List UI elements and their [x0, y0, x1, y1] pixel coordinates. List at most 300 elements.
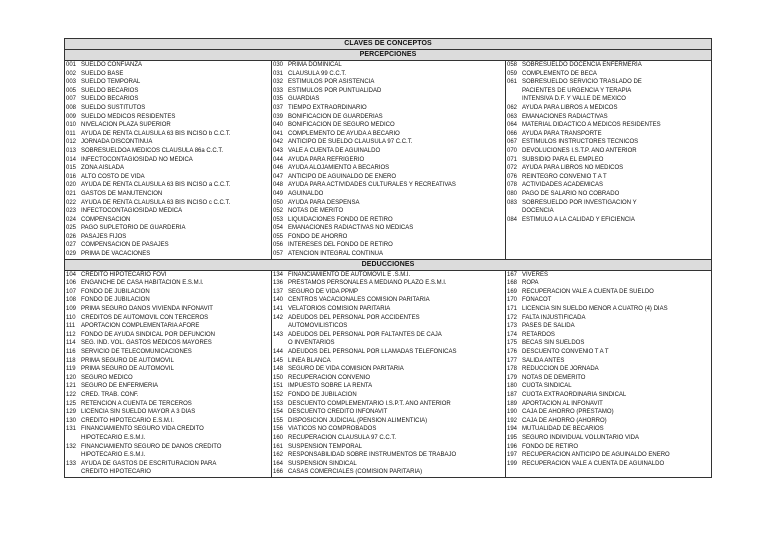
concept-name: SOBRESUELDOA MÉDICOS CLÁUSULA 86a C.C.T.	[81, 147, 224, 154]
concept-name: SOBRESUELDO SERVICIO TRASLADO DE	[522, 79, 642, 86]
concept-row	[272, 288, 505, 297]
concept-row	[506, 104, 711, 113]
concept-name: FINANCIAMIENTO DE AUTOMOVIL E .S.M.I.	[288, 271, 411, 278]
concept-code: 010	[66, 122, 77, 129]
concept-code: 062	[507, 104, 518, 111]
concept-code: 015	[66, 165, 77, 172]
concept-code: 125	[66, 400, 77, 407]
concept-code	[272, 339, 288, 348]
concept-code: 140	[273, 297, 284, 304]
concept-row	[65, 434, 271, 443]
concept-code: 061	[507, 79, 518, 86]
concept-row	[65, 322, 271, 331]
concept-code	[272, 322, 288, 331]
section-grid	[65, 271, 711, 477]
concept-name: INTENSIVA D.F. Y VALLE DE MÉXICO	[522, 96, 626, 103]
concept-name: CLAUSULA 99 C.C.T.	[288, 70, 347, 77]
concept-code: 063	[507, 113, 518, 120]
concept-code: 009	[66, 113, 77, 120]
concept-code: 197	[507, 452, 518, 459]
concept-row	[272, 460, 505, 469]
concept-name: NIVELACIÓN PLAZA SUPERIOR	[81, 122, 171, 129]
concept-row	[506, 374, 711, 383]
concept-name: COMPENSACIÓN DE PASAJES	[81, 242, 169, 249]
concept-code: 035	[273, 96, 284, 103]
concept-row	[65, 365, 271, 374]
concept-name: RETENCIÓN A CUENTA DE TERCEROS	[81, 400, 192, 407]
concept-code: 020	[66, 182, 77, 189]
concept-row	[506, 408, 711, 417]
concept-column-2	[272, 271, 506, 477]
concept-name: CAJA DE AHORRO (PRÉSTAMO)	[522, 409, 614, 416]
concept-name: AYUDA DE RENTA CLAUSULA 63 BIS INCISO b C.C.T.	[81, 130, 231, 137]
concept-row	[272, 451, 505, 460]
concept-row	[272, 365, 505, 374]
concept-name: SUELDO BASE	[81, 70, 124, 77]
concept-name: NOTAS DE MÉRITO	[288, 208, 344, 215]
concept-code: 119	[66, 366, 76, 373]
concept-name: MATERIAL DIDACTICO A MÉDICOS RESIDENTES	[522, 122, 661, 129]
concept-row	[272, 216, 505, 225]
concept-row	[506, 382, 711, 391]
concept-code: 066	[507, 130, 518, 137]
concept-code: 129	[66, 409, 77, 416]
concept-code: 057	[273, 251, 284, 258]
concept-name: SUSPENSION TEMPORAL	[288, 443, 362, 450]
concept-row	[272, 434, 505, 443]
concept-code: 199	[507, 460, 518, 467]
concept-row	[506, 400, 711, 409]
concept-code: 110	[66, 314, 76, 321]
concept-code: 131	[66, 426, 77, 433]
concept-row	[65, 468, 271, 477]
concept-code: 174	[507, 331, 518, 338]
concept-row	[272, 87, 505, 96]
concept-name: GASTOS DE MANUTENCION	[81, 190, 163, 197]
concept-row	[506, 279, 711, 288]
concept-row	[272, 408, 505, 417]
concept-row	[65, 314, 271, 323]
concept-name: SEGURO DE VIDA COMISIÓN PARITARIA	[288, 366, 404, 373]
concept-name: SEGURO DE ENFERMERIA	[81, 383, 159, 390]
concept-code: 041	[273, 130, 284, 137]
concept-row	[65, 417, 271, 426]
concept-name: SUELDO SUSTITUTOS	[81, 104, 146, 111]
concept-code: 031	[273, 70, 284, 77]
concept-code: 040	[273, 122, 284, 129]
concept-row	[65, 113, 271, 122]
concept-name: FONDO DE RETIRO	[522, 443, 579, 450]
concept-row	[65, 78, 271, 87]
concept-code: 170	[507, 297, 518, 304]
concept-row	[506, 190, 711, 199]
concept-name: SUELDO BECARIOS	[81, 96, 139, 103]
concept-code: 050	[273, 199, 284, 206]
concept-name: HIPOTECARIO E.S.M.I.	[81, 434, 146, 441]
concept-name: INTERESES DEL FONDO DE RETIRO	[288, 242, 393, 249]
concept-code: 161	[273, 443, 284, 450]
concept-row	[506, 451, 711, 460]
concept-code: 153	[273, 400, 284, 407]
concept-row	[65, 104, 271, 113]
concept-row	[272, 233, 505, 242]
concept-row	[506, 314, 711, 323]
concept-code: 024	[66, 216, 77, 223]
concept-name: SUSPENSION SINDICAL	[288, 460, 357, 467]
concept-code: 196	[507, 443, 518, 450]
concept-code: 173	[507, 323, 518, 330]
concept-row	[506, 305, 711, 314]
concept-column-3	[506, 61, 711, 259]
concept-name: RETARDOS	[522, 331, 555, 338]
concept-name: SEGURO INDIVIDUAL VOLUNTARIO VIDA	[522, 434, 640, 441]
concept-code: 008	[66, 104, 77, 111]
concept-row	[272, 391, 505, 400]
concept-row	[272, 173, 505, 182]
concept-code: 083	[507, 199, 518, 206]
concept-name: AYUDA PARA ACTIVIDADES CULTURALES Y RECREATIVAS	[288, 182, 456, 189]
concept-code: 053	[273, 216, 284, 223]
concept-name: PRIMA SEGURO DE AUTOMOVIL	[81, 357, 174, 364]
concept-row	[272, 207, 505, 216]
concept-name: DOCENCIA	[522, 208, 554, 215]
concept-name: RESPONSABILIDAD SOBRE INSTRUMENTOS DE TRABAJO	[288, 452, 457, 459]
concept-code: 160	[273, 434, 284, 441]
concept-name: AYUDA PARA REFRIGERIO	[288, 156, 365, 163]
concept-row	[506, 296, 711, 305]
concept-row	[506, 216, 711, 225]
concept-row	[272, 199, 505, 208]
concept-code: 194	[507, 426, 518, 433]
concept-code: 039	[273, 113, 284, 120]
concept-name: PRIMA SEGURO DAÑOS VIVIENDA INFONAVIT	[81, 306, 213, 313]
concept-code: 166	[273, 469, 284, 476]
concept-row	[272, 348, 505, 357]
concept-name: DESCUENTO COMPLEMENTARIO I.S.P.T. AÑO ANTERIOR	[288, 400, 451, 407]
concept-row	[65, 348, 271, 357]
concept-row	[272, 305, 505, 314]
concept-row	[506, 113, 711, 122]
concept-row	[506, 164, 711, 173]
concept-code: 150	[273, 374, 284, 381]
concept-name: COMPLEMENTO DE AYUDA A BECARIO	[288, 130, 400, 137]
concept-row	[65, 130, 271, 139]
concept-name: BONIFICACIÓN DE GUARDERIAS	[288, 113, 383, 120]
concept-column-2	[272, 61, 506, 259]
concept-name: PAGO DE SALARIO NO COBRADO	[522, 190, 620, 197]
concept-name: GUARDIAS	[288, 96, 320, 103]
concept-code: 120	[66, 374, 77, 381]
concept-code: 013	[66, 147, 77, 154]
concept-code: 005	[66, 87, 77, 94]
concept-row	[272, 250, 505, 259]
concept-code: 167	[507, 271, 518, 278]
concept-code: 162	[273, 452, 284, 459]
concept-code: 137	[273, 288, 284, 295]
concept-row	[65, 70, 271, 79]
concept-code: 029	[66, 251, 77, 258]
concept-row	[65, 164, 271, 173]
concept-name: APORTACIÓN COMPLEMENTARIA AFORE	[81, 323, 200, 330]
concept-code: 145	[273, 357, 284, 364]
concept-name: AYUDA PARA DESPENSA	[288, 199, 360, 206]
concept-code: 027	[66, 242, 77, 249]
concept-name: SUELDO MÉDICOS RESIDENTES	[81, 113, 176, 120]
concept-code: 122	[66, 391, 77, 398]
concept-name: COMPENSACIÓN	[81, 216, 131, 223]
concept-name: ENGANCHE DE CASA HABITACIÓN E.S.M.I.	[81, 280, 204, 287]
concept-code	[506, 207, 522, 216]
concept-row	[272, 113, 505, 122]
concept-row	[65, 199, 271, 208]
concept-name: AGUINALDO	[288, 190, 324, 197]
concept-row	[506, 417, 711, 426]
concept-row	[506, 365, 711, 374]
concept-code: 172	[507, 314, 518, 321]
concept-name: FONDO DE JUBILACIÓN	[81, 297, 150, 304]
concept-code: 151	[273, 383, 284, 390]
concept-name: FALTA INJUSTIFICADA	[522, 314, 586, 321]
concept-name: AYUDA DE RENTA CLAUSULA 63 BIS INCISO c C.C.T.	[81, 199, 231, 206]
concept-name: ROPA	[522, 280, 539, 287]
concept-row	[272, 147, 505, 156]
concept-row	[65, 400, 271, 409]
concept-name: NOTAS DE DEMÉRITO	[522, 374, 586, 381]
concept-name: AYUDA ALOJAMIENTO A BECARIOS	[288, 165, 390, 172]
concept-name: SALIDA ANTES	[522, 357, 565, 364]
concept-row	[65, 271, 271, 280]
concept-row	[65, 216, 271, 225]
concept-code: 084	[507, 216, 518, 223]
concept-name: PASAJES FIJOS	[81, 233, 127, 240]
concept-name: RECUPERACION ANTICIPO DE AGUINALDO ENERO	[522, 452, 670, 459]
concept-row	[272, 468, 505, 477]
concept-code: 175	[507, 340, 518, 347]
concept-code: 189	[507, 400, 518, 407]
concept-row	[65, 443, 271, 452]
concept-code	[506, 87, 522, 96]
concept-code: 048	[273, 182, 284, 189]
concept-code: 043	[273, 147, 284, 154]
concept-code: 072	[507, 165, 518, 172]
concept-code: 023	[66, 208, 77, 215]
concept-name: PASES DE SALIDA	[522, 323, 575, 330]
concept-name: CENTROS VACACIONALES COMISION PARITARIA	[288, 297, 430, 304]
concept-name: LINEA BLANCA	[288, 357, 331, 364]
concept-row	[272, 130, 505, 139]
concept-row	[506, 130, 711, 139]
concept-row	[65, 156, 271, 165]
concept-name: EMANACIONES RADIACTIVAS NO MÉDICAS	[288, 225, 414, 232]
concept-name: REINTEGRO CONVENIO T A T	[522, 173, 607, 180]
concept-code: 190	[507, 409, 518, 416]
concept-row	[506, 357, 711, 366]
concept-name: RECUPERACION VALE A CUENTA DE AGUINALDO	[522, 460, 665, 467]
concept-row	[272, 296, 505, 305]
concept-code: 141	[273, 306, 284, 313]
concept-row	[65, 408, 271, 417]
concept-row	[506, 288, 711, 297]
concept-code: 059	[507, 70, 518, 77]
concept-row	[506, 121, 711, 130]
concept-row	[65, 233, 271, 242]
concept-code: 109	[66, 306, 77, 313]
concept-row	[506, 147, 711, 156]
concept-name: HIPOTECARIO E.S.M.I.	[81, 452, 146, 459]
concept-name: AUTOMOVILISTICOS	[288, 323, 348, 330]
concept-name: PRIMA DOMINICAL	[288, 62, 342, 68]
concept-code: 032	[273, 79, 284, 86]
concept-row	[65, 382, 271, 391]
concept-code: 076	[507, 173, 518, 180]
concept-code: 052	[273, 208, 284, 215]
concept-name: PACIENTES DE URGENCIA Y TERAPIA	[522, 87, 632, 94]
concept-name: O INVENTARIOS	[288, 340, 335, 347]
concept-name: INFECTOCONTAGIOSIDAD NO MÉDICA	[81, 156, 193, 163]
concept-name: FONDO DE AHORRO	[288, 233, 348, 240]
concept-code: 107	[66, 288, 77, 295]
concept-row	[506, 78, 711, 87]
concept-row	[506, 70, 711, 79]
concept-row	[506, 87, 711, 96]
concept-name: SOBRESUELDO DOCENCIA ENFERMERÍA	[522, 62, 642, 68]
concept-name: DISPOSICION JUDICIAL (PENSION ALIMENTICIA)	[288, 417, 428, 424]
concept-row	[506, 95, 711, 104]
concept-row	[65, 121, 271, 130]
concept-row	[272, 417, 505, 426]
concept-row	[272, 104, 505, 113]
concept-code: 114	[66, 340, 76, 347]
concept-row	[272, 322, 505, 331]
concept-code: 037	[273, 104, 284, 111]
concept-name: COMPLEMENTO DE BECA	[522, 70, 597, 77]
concept-code: 148	[273, 366, 284, 373]
concept-row	[272, 121, 505, 130]
concept-code: 033	[273, 87, 284, 94]
concept-code: 118	[66, 357, 76, 364]
concept-code: 192	[507, 417, 518, 424]
concept-name: ADEUDOS DEL PERSONAL POR FALTANTES DE CAJA	[288, 331, 442, 338]
concept-name: AYUDA DE GASTOS DE ESCRITURACION PARA	[81, 460, 217, 467]
concept-row	[272, 181, 505, 190]
concept-row	[272, 271, 505, 280]
concept-code: 054	[273, 225, 284, 232]
concept-name: CRÉDITO HIPOTECARIO FOVI	[81, 271, 167, 278]
concept-row	[506, 331, 711, 340]
concept-code: 025	[66, 225, 77, 232]
concept-row	[506, 207, 711, 216]
concept-column-1	[65, 61, 272, 259]
concept-code: 121	[66, 383, 77, 390]
concept-name: SUELDO BECARIOS	[81, 87, 139, 94]
concept-name: ESTÍMULO A LA CALIDAD Y EFICIENCIA	[522, 216, 635, 223]
concept-column-3	[506, 271, 711, 477]
concept-name: CRÉDITOS DE AUTOMÓVIL CON TERCEROS	[81, 314, 209, 321]
concept-code: 195	[507, 434, 518, 441]
concept-name: DEVOLUCIONES I.S.T.P. AÑO ANTERIOR	[522, 147, 637, 154]
concept-code: 071	[507, 156, 518, 163]
concept-row	[506, 322, 711, 331]
concept-code: 014	[66, 156, 77, 163]
concept-code	[65, 434, 81, 443]
concept-code: 177	[507, 357, 518, 364]
concept-name: CUOTA EXTRAORDINARIA SINDICAL	[522, 391, 627, 398]
concept-row	[272, 331, 505, 340]
concept-code: 047	[273, 173, 284, 180]
concept-code: 001	[66, 62, 77, 68]
concept-code: 046	[273, 165, 284, 172]
concept-name: INFECTOCONTAGIOSIDAD MÉDICA	[81, 208, 183, 215]
concept-code: 104	[66, 271, 77, 278]
concept-name: CRÉDITO HIPOTECARIO	[81, 469, 151, 476]
concept-code: 002	[66, 70, 77, 77]
concept-code: 058	[507, 62, 518, 68]
concept-name: RECUPERACION CLAUSULA 97 C.C.T.	[288, 434, 397, 441]
concept-name: FONACOT	[522, 297, 552, 304]
concept-row	[506, 348, 711, 357]
concept-row	[506, 61, 711, 70]
section-grid	[65, 61, 711, 260]
concept-row	[506, 181, 711, 190]
concept-name: ACTIVIDADES ACADEMICAS	[522, 182, 604, 189]
concept-row	[272, 156, 505, 165]
concept-code: 130	[66, 417, 77, 424]
concept-name: CRÉDITO HIPOTECARIO E.S.M.I.	[81, 417, 174, 424]
concept-name: PRÉSTAMOS PERSONALES A MEDIANO PLAZO E.S.M.I.	[288, 280, 447, 287]
concept-row	[65, 279, 271, 288]
concept-row	[65, 339, 271, 348]
concept-name: ATENCIÓN INTEGRAL CONTINUA	[288, 251, 384, 258]
concept-code: 064	[507, 122, 518, 129]
concept-row	[506, 271, 711, 280]
concept-row	[272, 70, 505, 79]
concept-name: ESTÍMULOS POR ASISTENCIA	[288, 79, 375, 86]
concept-row	[272, 164, 505, 173]
concept-row	[272, 425, 505, 434]
sheet-title: CLAVES DE CONCEPTOS	[65, 39, 711, 50]
concept-row	[65, 288, 271, 297]
concept-code: 155	[273, 417, 284, 424]
concept-code	[65, 451, 81, 460]
concept-name: JORNADA DISCONTINUA	[81, 139, 153, 146]
concept-name: ESTÍMULOS INSTRUCTORES TÉCNICOS	[522, 139, 639, 146]
concept-row	[65, 296, 271, 305]
concept-name: TIEMPO EXTRAORDINARIO	[288, 104, 367, 111]
concept-row	[65, 451, 271, 460]
concept-name: CRED. TRAB. CONF.	[81, 391, 139, 398]
concept-row	[272, 339, 505, 348]
concept-code: 111	[66, 323, 76, 330]
concept-code: 136	[273, 280, 284, 287]
concept-row	[65, 95, 271, 104]
concept-code	[506, 95, 522, 104]
concept-name: LIQUIDACIONES FONDO DE RETIRO	[288, 216, 393, 223]
concept-row	[272, 374, 505, 383]
concept-row	[65, 61, 271, 70]
concept-name: SEG. IND. VOL. GASTOS MÉDICOS MAYORES	[81, 340, 212, 347]
concept-row	[65, 250, 271, 259]
concept-row	[65, 173, 271, 182]
concept-code: 078	[507, 182, 518, 189]
concept-name: AYUDA DE RENTA CLAUSULA 63 BIS INCISO a C.C.T.	[81, 182, 231, 189]
concept-row	[506, 339, 711, 348]
section-heading-deducciones: DEDUCCIONES	[65, 260, 711, 271]
concept-code: 012	[66, 139, 77, 146]
concept-name: RECUPERACIÓN CONVENIO	[288, 374, 371, 381]
concept-name: SERVICIO DE TELECOMUNICACIONES	[81, 349, 192, 355]
concept-code: 080	[507, 190, 518, 197]
concept-code: 056	[273, 242, 284, 249]
